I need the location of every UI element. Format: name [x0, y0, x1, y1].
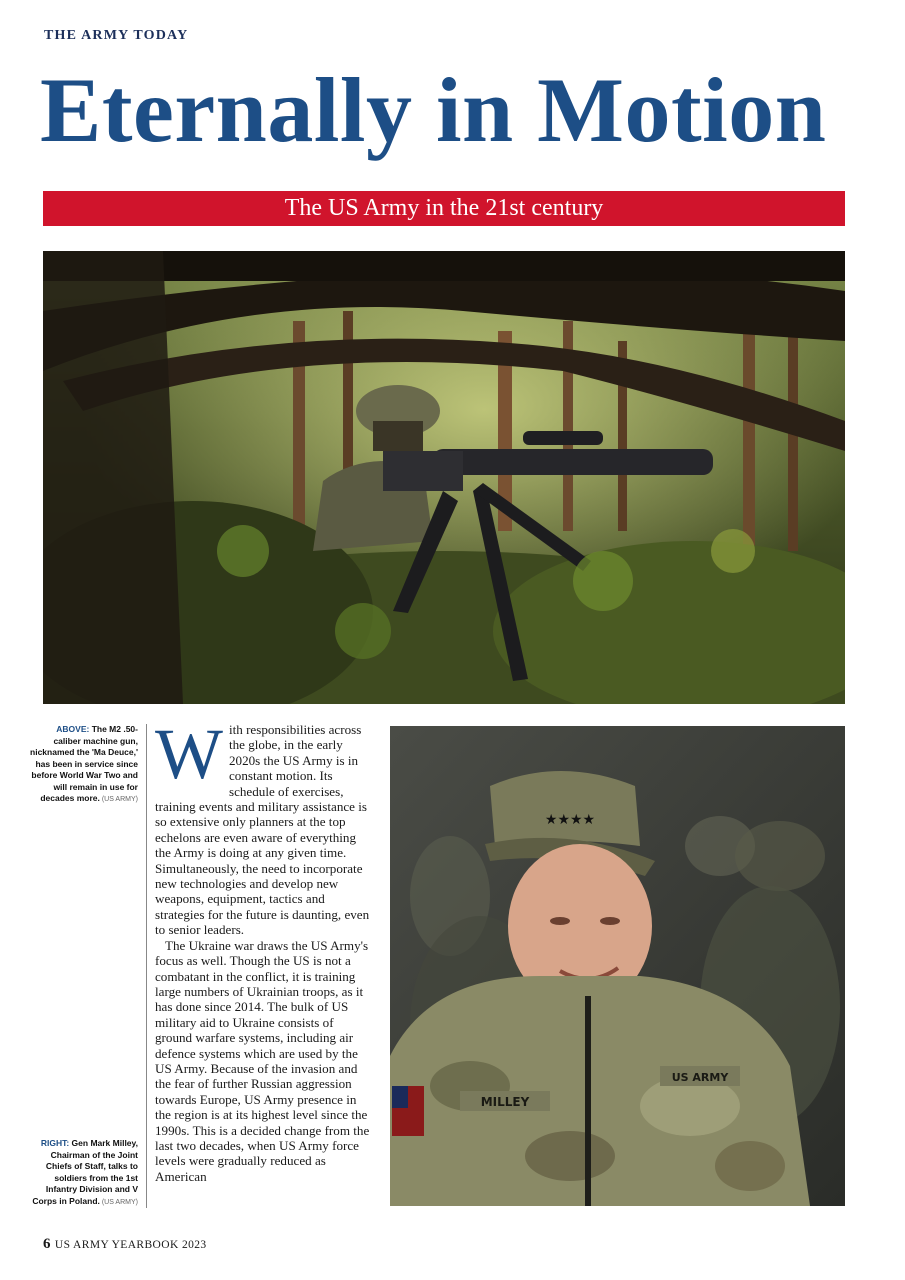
caption-right-lead: RIGHT:	[40, 1138, 70, 1148]
subtitle-banner: The US Army in the 21st century	[43, 191, 845, 226]
caption-above-lead: ABOVE:	[56, 724, 90, 734]
page-footer	[43, 1236, 207, 1253]
article-paragraph-2: The Ukraine war draws the US Army's focus as well. Though the US is not a combatant in the conflict, it is training large numbers of Ukrainian troops, as it has done since 2014. The bulk of US military aid to Ukraine consists of ground warfare systems, including air defence systems which are used by the US Army. Because of the invasion and the fear of further Russian aggression towards Europe, US Army presence in the region is at its highest level since the 1990s. This is a decided change from the last two decades, when US Army force levels were gradually reduced as American	[155, 937, 370, 1184]
caption-above-credit: (US ARMY)	[99, 796, 138, 803]
article-body	[155, 714, 373, 1184]
general-milley-photo	[390, 726, 845, 1206]
caption-right-credit: (US ARMY)	[99, 1198, 138, 1206]
machine-gun-photo	[43, 251, 845, 704]
caption-divider	[146, 724, 147, 1208]
article-paragraph-1: ith responsibilities across the globe, in the early 2020s the US Army is in constant motion. Its schedule of exercises, training events and military assistance is so extensive only planners at the top echelons are even aware of everything the Army is doing at any given time. Simultaneously, the need to incorporate new technologies and develop new weapons, equipment, tactics and strategies for the future is daunting, even to senior leaders.	[155, 722, 370, 938]
caption-above-text: The M2 .50-caliber machine gun, nicknamed the 'Ma Deuce,' has been in service since before World War Two and will remain in use for decades more.	[30, 724, 138, 803]
publication-name: US ARMY YEARBOOK 2023	[54, 1239, 207, 1251]
branch-tape: US ARMY	[671, 1071, 729, 1084]
caption-right-text: Gen Mark Milley, Chairman of the Joint Chiefs of Staff, talks to soldiers from the 1st Infantry Division and V Corps in Poland.	[32, 1138, 138, 1206]
cap-stars: ★★★★	[544, 812, 596, 828]
page-title: Eternally in Motion	[40, 59, 827, 161]
name-tape: MILLEY	[480, 1095, 530, 1109]
caption-above	[30, 724, 138, 806]
page-number: 6	[43, 1236, 51, 1252]
caption-right	[30, 1138, 138, 1208]
section-kicker: THE ARMY TODAY	[44, 28, 189, 43]
drop-cap: W	[155, 714, 223, 794]
